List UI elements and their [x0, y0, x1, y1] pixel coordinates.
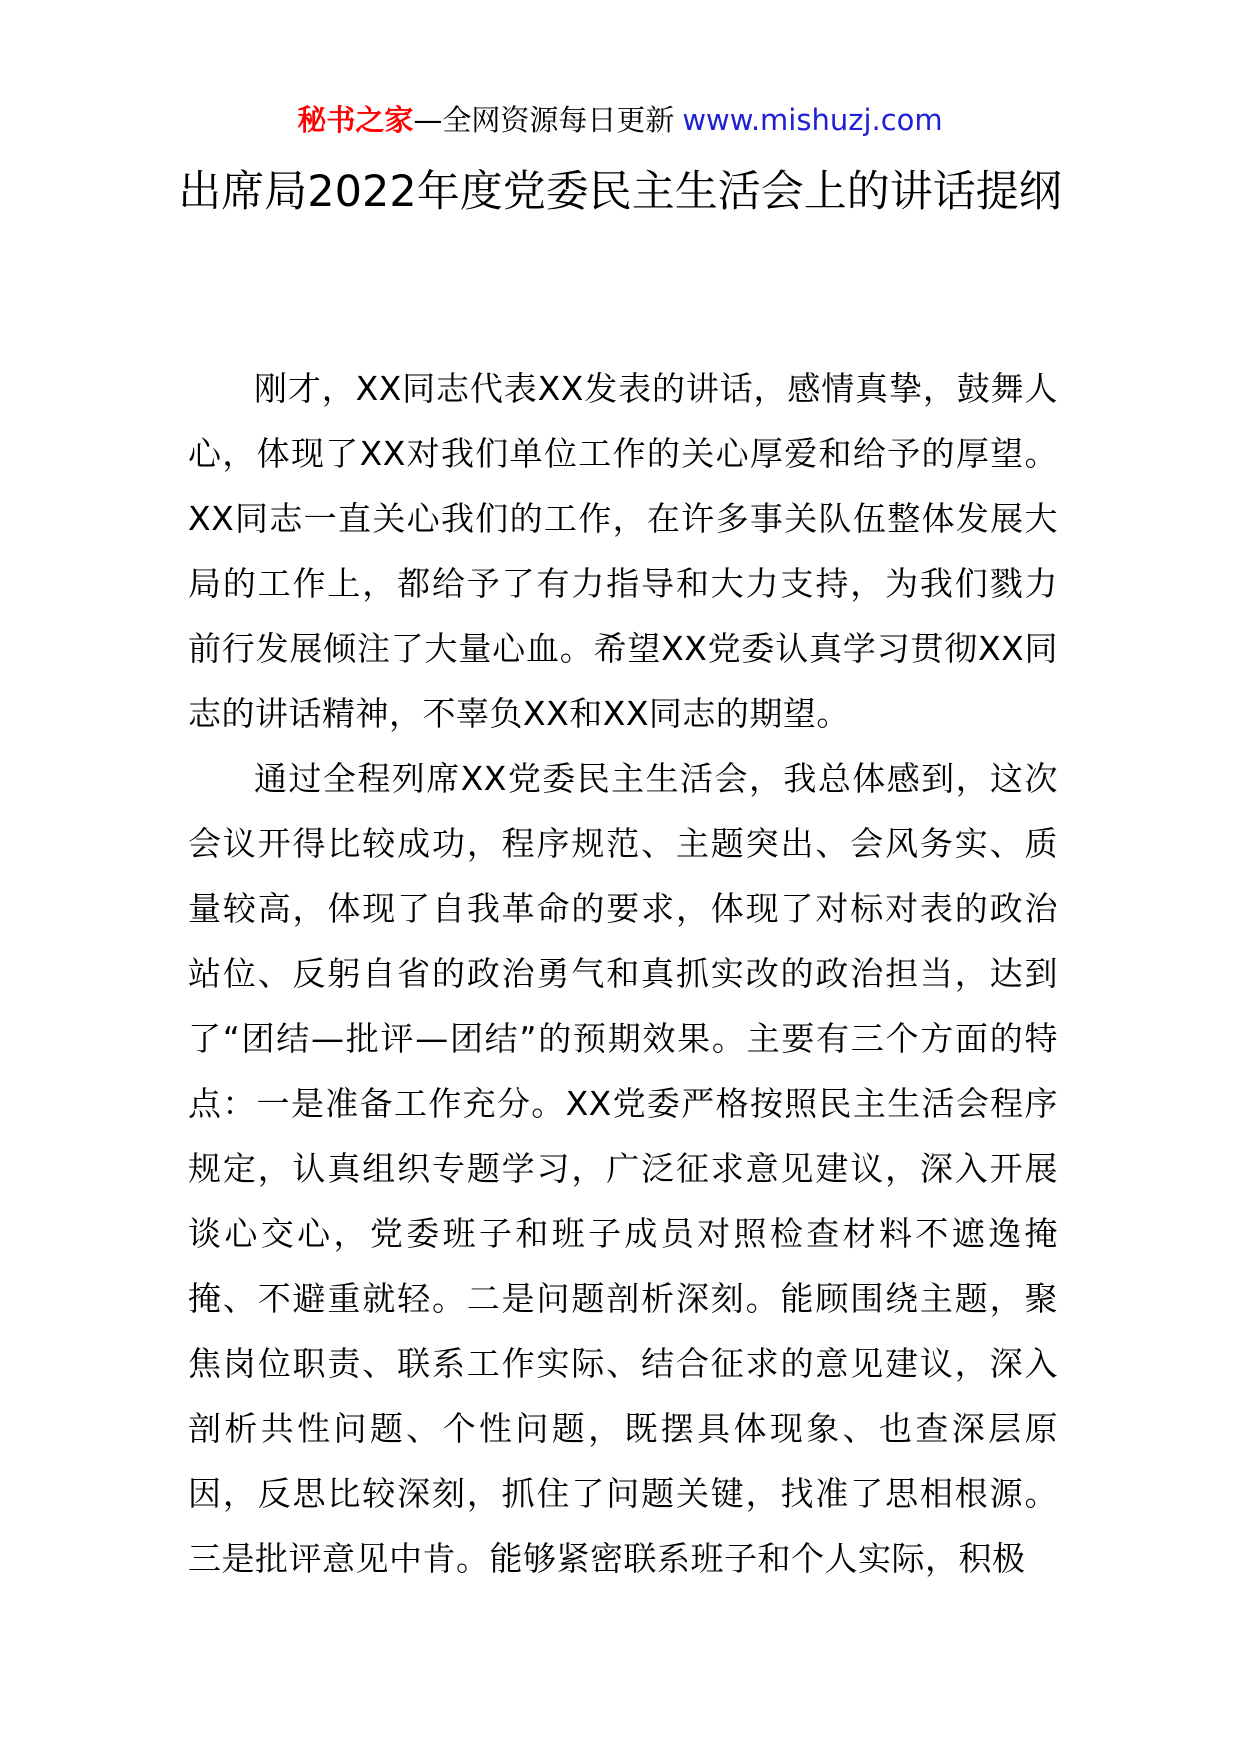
site-header [0, 100, 1240, 140]
document-body [188, 356, 1058, 1591]
document-title: 出席局2022年度党委民主生活会上的讲话提纲 [178, 167, 1062, 217]
site-url-link[interactable]: www.mishuzj.com [682, 103, 943, 137]
body-paragraph: 通过全程列席XX党委民主生活会，我总体感到，这次会议开得比较成功，程序规范、主题突出、会风务实、质量较高，体现了自我革命的要求，体现了对标对表的政治站位、反躬自省的政治勇气和真抓实改的政治担当，达到了“团结—批评—团结”的预期效果。主要有三个方面的特点：一是准备工作充分。XX党委严格按照民主生活会程序规定，认真组织专题学习，广泛征求意见建议，深入开展谈心交心，党委班子和班子成员对照检查材料不遮逸掩掩、不避重就轻。二是问题剖析深刻。能顾围绕主题，聚焦岗位职责、联系工作实际、结合征求的意见建议，深入剖析共性问题、个性问题，既摆具体现象、也查深层原因，反思比较深刻，抓住了问题关键，找准了思相根源。三是批评意见中肯。能够紧密联系班子和个人实际，积极 [188, 759, 1058, 1578]
site-tagline: —全网资源每日更新 [413, 103, 675, 137]
body-paragraph: 刚才，XX同志代表XX发表的讲话，感情真挚，鼓舞人心，体现了XX对我们单位工作的关心厚爱和给予的厚望。XX同志一直关心我们的工作，在许多事关队伍整体发展大局的工作上，都给予了有力指导和大力支持，为我们戮力前行发展倾注了大量心血。希望XX党委认真学习贯彻XX同志的讲话精神，不辜负XX和XX同志的期望。 [188, 369, 1058, 733]
site-brand: 秘书之家 [297, 103, 414, 137]
